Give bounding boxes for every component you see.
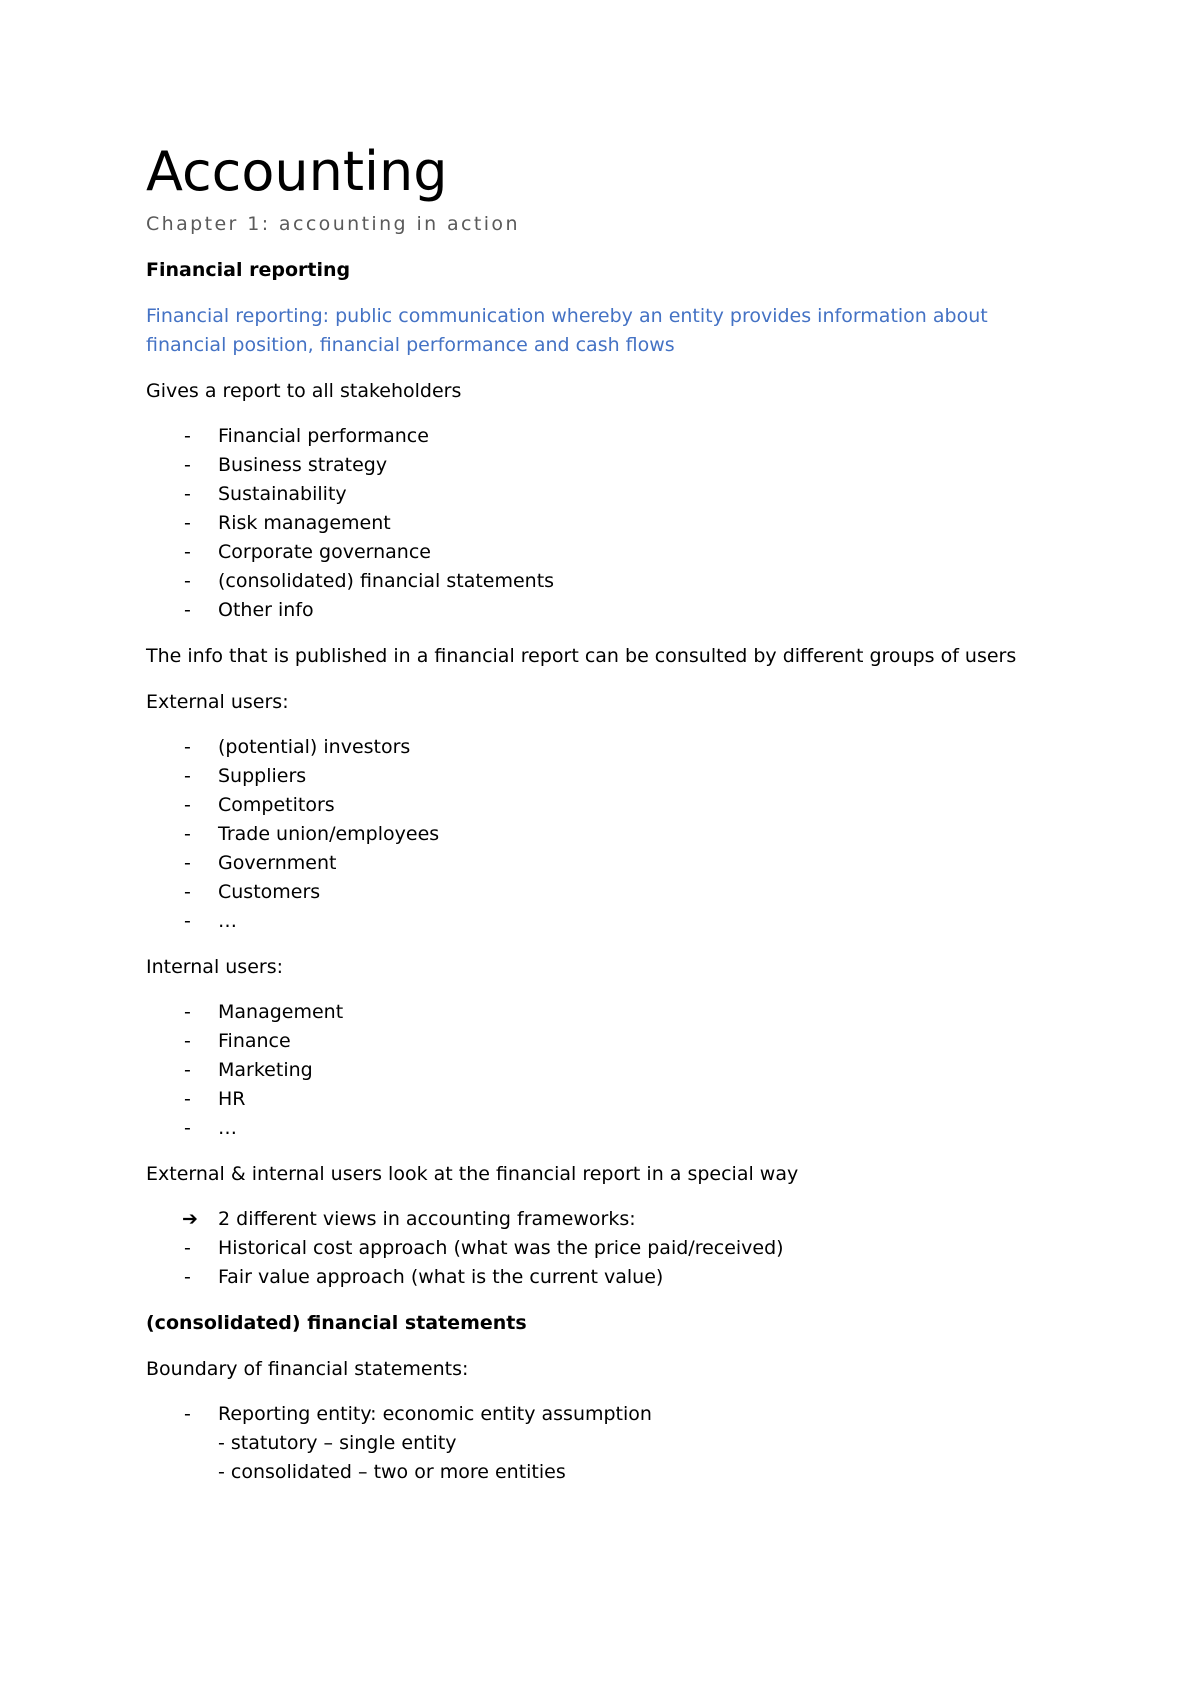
list-item: - Marketing — [146, 1056, 1070, 1085]
dash-bullet: - — [184, 735, 191, 758]
definition-financial-reporting: Financial reporting: public communication whereby an entity provides information about financial position, financial performance and cash flows — [146, 304, 988, 356]
dash-bullet: - — [184, 540, 191, 563]
list-item: - (potential) investors — [146, 733, 1070, 762]
reporting-entity-sub-line: - consolidated – two or more entities — [218, 1460, 566, 1483]
list-item: - Finance — [146, 1027, 1070, 1056]
list-item: - Fair value approach (what is the current value) — [146, 1263, 1070, 1292]
list-item: - Risk management — [146, 509, 1070, 538]
section-heading-financial-statements: (consolidated) financial statements — [146, 1311, 527, 1334]
dash-bullet: - — [184, 1087, 191, 1110]
dash-bullet: - — [184, 482, 191, 505]
arrow-right-icon: ➔ — [182, 1207, 198, 1230]
list-item: - Historical cost approach (what was the price paid/received) — [146, 1234, 1070, 1263]
list-item: - Sustainability — [146, 480, 1070, 509]
document-title: Accounting — [146, 140, 448, 203]
external-users-label: External users: — [146, 690, 289, 713]
views-intro: External & internal users look at the financial report in a special way — [146, 1162, 799, 1185]
dash-bullet: - — [184, 1265, 191, 1288]
stakeholders-intro: Gives a report to all stakeholders — [146, 379, 462, 402]
dash-bullet: - — [184, 880, 191, 903]
dash-bullet: - — [184, 764, 191, 787]
list-item: - … — [146, 1114, 1070, 1143]
dash-bullet: - — [184, 1000, 191, 1023]
views-list — [146, 1205, 1070, 1292]
dash-bullet: - — [184, 598, 191, 621]
list-item: - Competitors — [146, 791, 1070, 820]
dash-bullet: - — [184, 424, 191, 447]
dash-bullet: - — [184, 851, 191, 874]
list-item — [146, 1400, 1070, 1487]
stakeholders-list — [146, 422, 1070, 625]
internal-users-list — [146, 998, 1070, 1143]
dash-bullet: - — [184, 909, 191, 932]
external-users-list — [146, 733, 1070, 936]
users-intro: The info that is published in a financial report can be consulted by different groups of users — [146, 644, 1017, 667]
dash-bullet: - — [184, 1402, 191, 1425]
list-item: - Suppliers — [146, 762, 1070, 791]
dash-bullet: - — [184, 1029, 191, 1052]
boundary-list — [146, 1400, 1070, 1487]
dash-bullet: - — [184, 453, 191, 476]
dash-bullet: - — [184, 1236, 191, 1259]
dash-bullet: - — [184, 793, 191, 816]
list-item: - Financial performance — [146, 422, 1070, 451]
reporting-entity-sub-line: - statutory – single entity — [218, 1431, 457, 1454]
list-item: - Trade union/employees — [146, 820, 1070, 849]
list-item: - Management — [146, 998, 1070, 1027]
section-heading-financial-reporting: Financial reporting — [146, 258, 351, 281]
list-item: - HR — [146, 1085, 1070, 1114]
dash-bullet: - — [184, 569, 191, 592]
internal-users-label: Internal users: — [146, 955, 284, 978]
list-item: - Other info — [146, 596, 1070, 625]
reporting-entity-text: Reporting entity: economic entity assumption — [218, 1402, 652, 1425]
list-item: - … — [146, 907, 1070, 936]
dash-bullet: - — [184, 511, 191, 534]
dash-bullet: - — [184, 822, 191, 845]
dash-bullet: - — [184, 1116, 191, 1139]
list-item: - Corporate governance — [146, 538, 1070, 567]
list-item: ➔ 2 different views in accounting frameworks: — [146, 1205, 1070, 1234]
list-item: - Customers — [146, 878, 1070, 907]
list-item: - Government — [146, 849, 1070, 878]
dash-bullet: - — [184, 1058, 191, 1081]
list-item: - Business strategy — [146, 451, 1070, 480]
boundary-intro: Boundary of financial statements: — [146, 1357, 469, 1380]
list-item: - (consolidated) financial statements — [146, 567, 1070, 596]
document-subtitle: Chapter 1: accounting in action — [146, 213, 520, 235]
